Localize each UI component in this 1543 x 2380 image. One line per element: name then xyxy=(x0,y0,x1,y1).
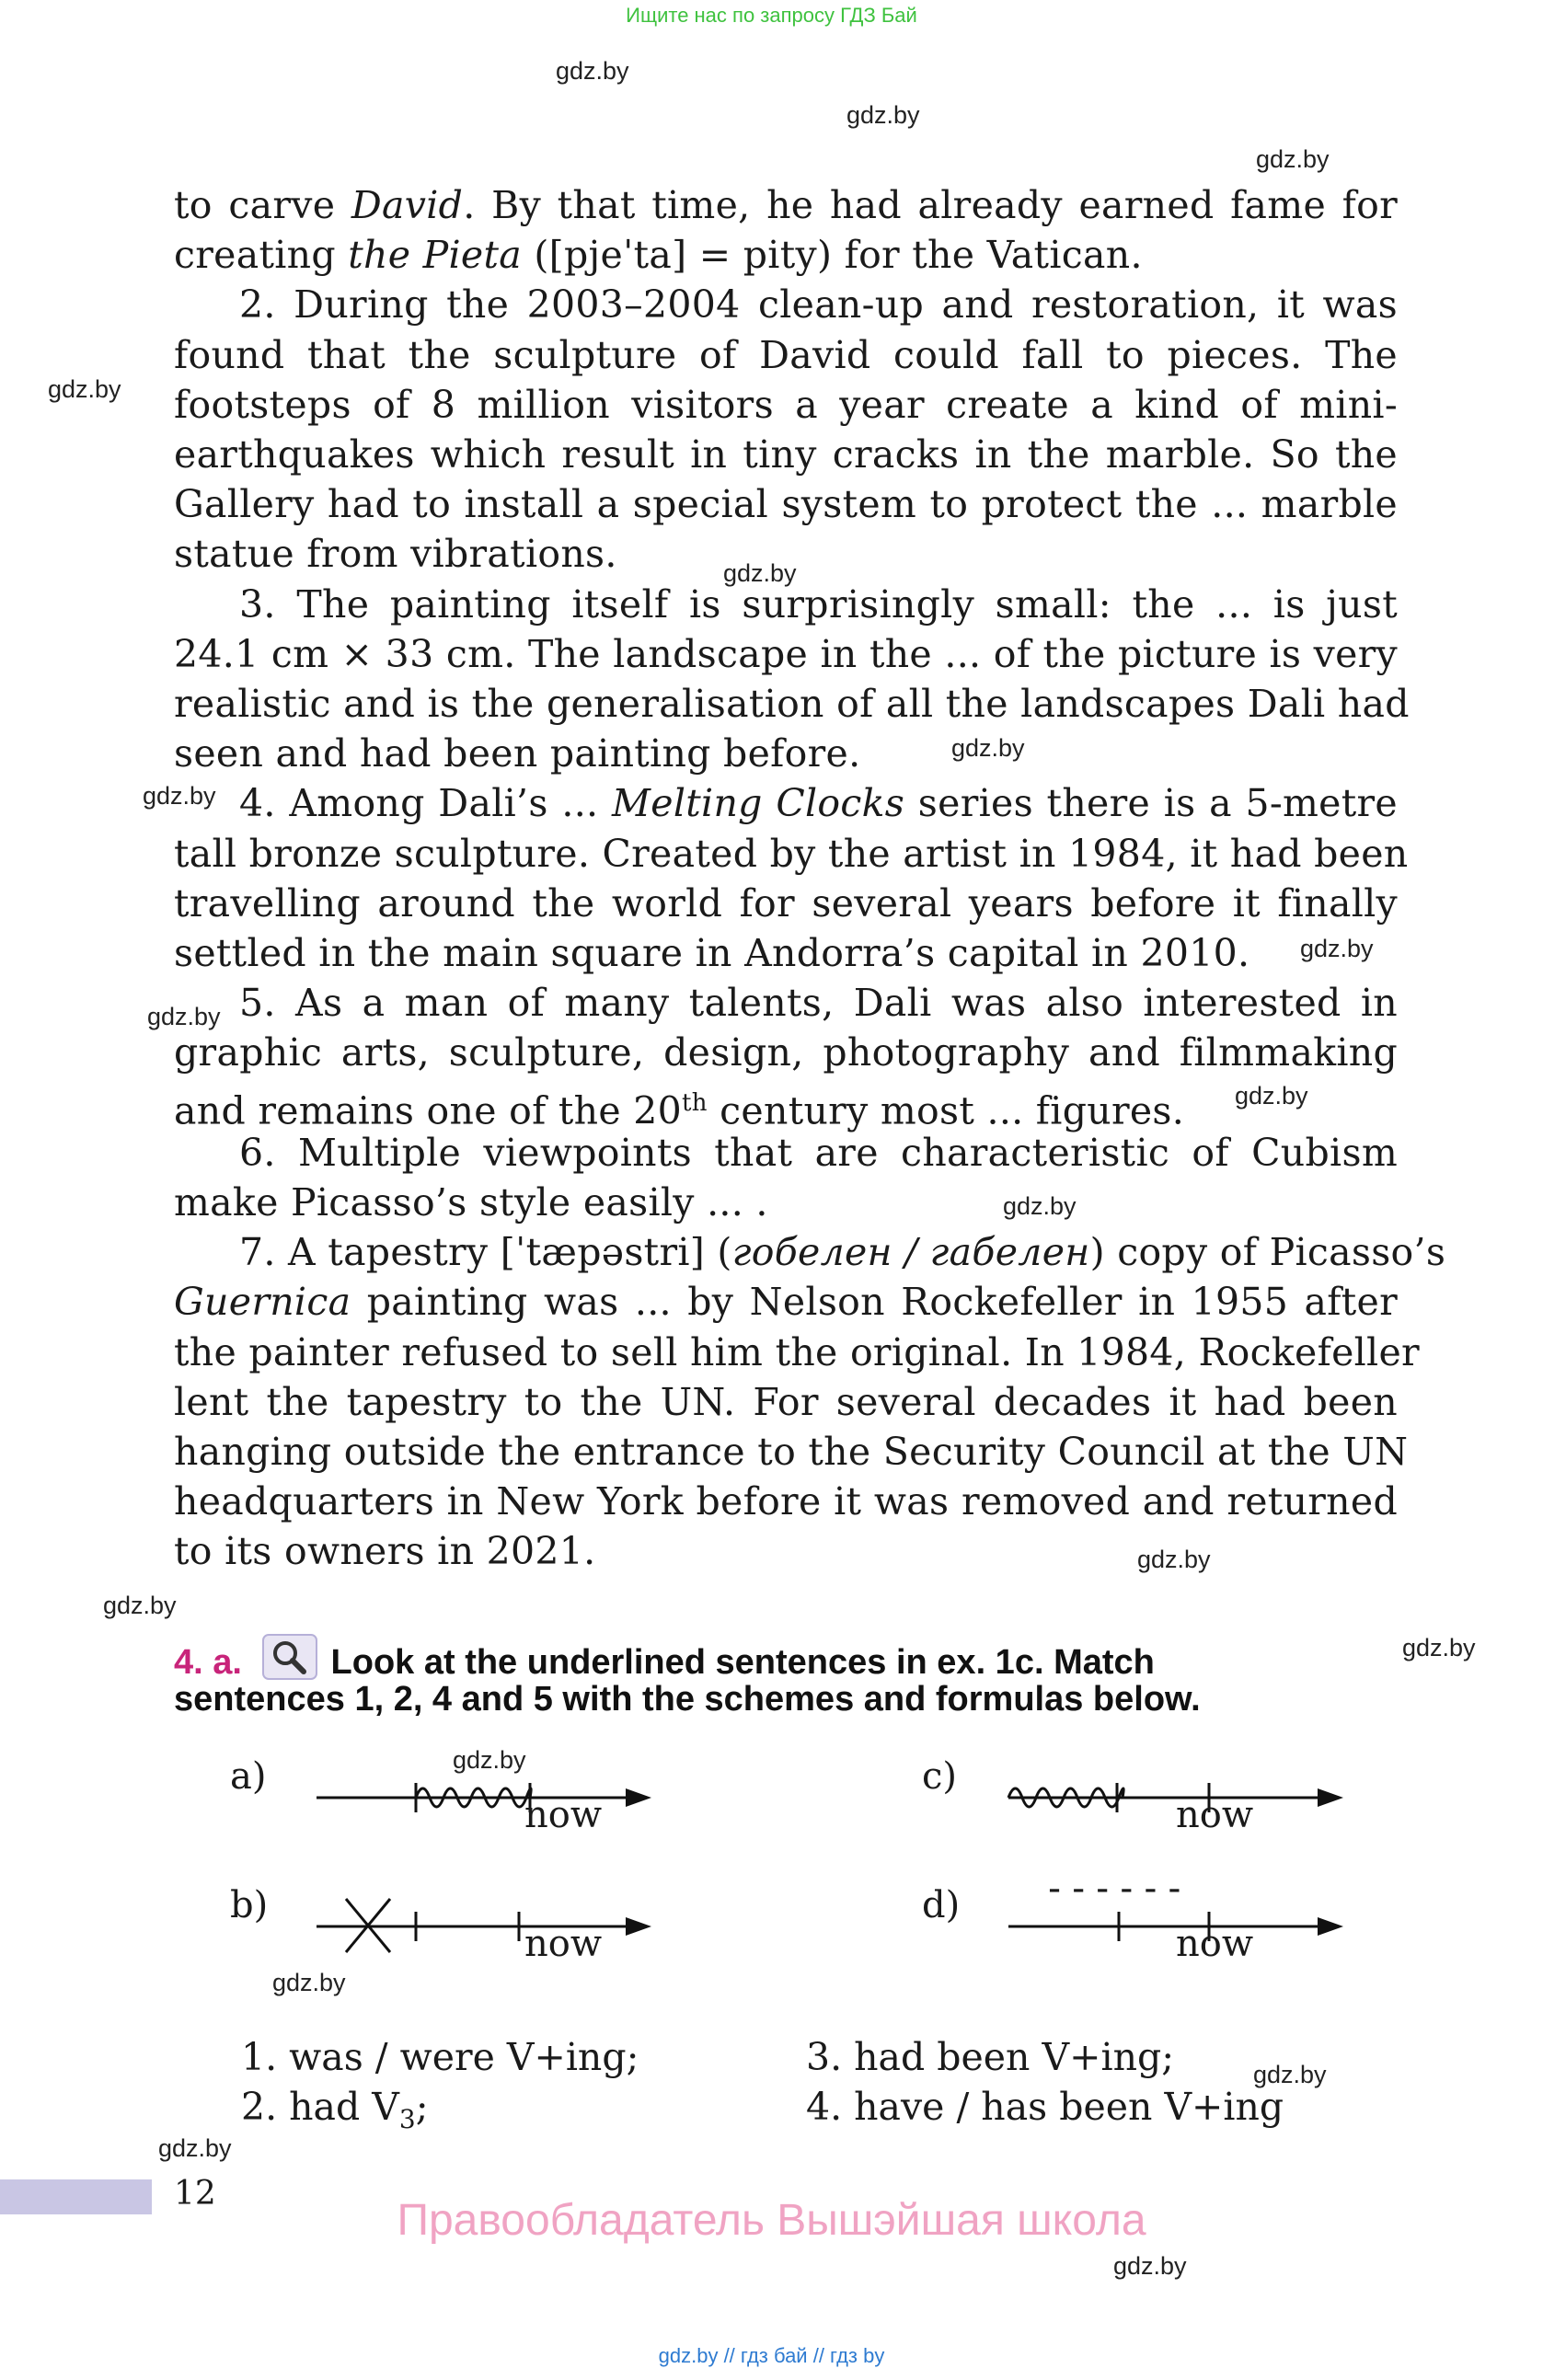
text-line xyxy=(239,1128,1398,1178)
scheme-c-now: now xyxy=(1176,1794,1254,1836)
text-span: Guernica xyxy=(174,1280,351,1325)
text-line xyxy=(239,778,1398,828)
copyright-notice: Правообладатель Вышэйшая школа xyxy=(397,2196,1146,2245)
text-line xyxy=(174,1028,1398,1077)
top-banner[interactable]: Ищите нас по запросу ГДЗ Бай xyxy=(626,4,917,27)
formula-2-subscript: 3 xyxy=(398,2104,416,2135)
text-span: make Picasso’s style easily ... . xyxy=(174,1180,768,1224)
text-span: creating xyxy=(174,233,349,278)
text-line xyxy=(239,580,1398,629)
text-span: гобелен / габелен xyxy=(731,1230,1090,1275)
watermark: gdz.by xyxy=(272,1969,346,1996)
watermark: gdz.by xyxy=(723,559,797,587)
watermark: gdz.by xyxy=(1300,935,1374,962)
text-line xyxy=(174,879,1398,928)
text-line xyxy=(239,978,1398,1028)
text-span: found that the sculpture of David could fall to pieces. The xyxy=(174,332,1398,377)
text-span: hanging outside the entrance to the Security Council at the UN xyxy=(174,1430,1409,1474)
text-span: to its owners in 2021. xyxy=(174,1529,596,1574)
text-span: painting was ... by Nelson Rockefeller in 1955 after xyxy=(351,1280,1398,1325)
watermark: gdz.by xyxy=(1402,1634,1476,1661)
watermark: gdz.by xyxy=(48,375,121,403)
watermark: gdz.by xyxy=(1253,2061,1327,2088)
text-span: the Pieta xyxy=(348,233,523,278)
scheme-a-timeline xyxy=(313,1766,653,1822)
text-span: the painter refused to sell him the original. In 1984, Rockefeller xyxy=(174,1329,1420,1374)
text-span: . By that time, he had already earned fame for xyxy=(463,183,1398,227)
scheme-a-label: a) xyxy=(230,1755,267,1798)
text-span: seen and had been painting before. xyxy=(174,731,861,776)
search-icon xyxy=(261,1633,318,1681)
text-span: and remains one of the 20 xyxy=(174,1088,683,1133)
watermark: gdz.by xyxy=(103,1592,177,1619)
watermark: gdz.by xyxy=(1113,2252,1187,2280)
text-line xyxy=(174,180,1398,230)
scheme-b-label: b) xyxy=(230,1884,269,1926)
watermark: gdz.by xyxy=(158,2134,232,2162)
bottom-links[interactable]: gdz.by // гдз бай // гдз by xyxy=(658,2344,885,2367)
text-span: lent the tapestry to the UN. For several decades it had been xyxy=(174,1379,1398,1424)
text-line xyxy=(174,1526,1398,1576)
task-heading xyxy=(174,1633,1155,1683)
watermark: gdz.by xyxy=(453,1746,526,1774)
text-span: 5. As a man of many talents, Dali was also interested in xyxy=(239,981,1398,1026)
text-span: statue from vibrations. xyxy=(174,532,617,577)
formula-1: 1. was / were V+ing; xyxy=(241,2035,639,2079)
text-line xyxy=(174,529,1398,579)
watermark: gdz.by xyxy=(951,734,1025,762)
text-line xyxy=(174,729,1398,778)
text-line xyxy=(239,1227,1446,1277)
watermark: gdz.by xyxy=(143,782,216,810)
scheme-d-now: now xyxy=(1176,1923,1254,1965)
watermark: gdz.by xyxy=(846,101,920,129)
text-span: David xyxy=(351,183,464,227)
text-line xyxy=(174,430,1398,479)
formula-2-suffix: ; xyxy=(415,2085,429,2129)
text-line xyxy=(174,479,1398,529)
text-span: 24.1 cm × 33 cm. The landscape in the ... of the picture is very xyxy=(174,631,1398,676)
scheme-c-label: c) xyxy=(922,1755,958,1798)
text-span: headquarters in New York before it was removed and returned xyxy=(174,1479,1398,1524)
formula-2-text: 2. had V xyxy=(241,2085,399,2129)
scheme-b-now: now xyxy=(524,1923,603,1965)
text-line xyxy=(174,629,1398,679)
text-line xyxy=(174,1178,1398,1227)
text-line xyxy=(174,380,1398,430)
text-line xyxy=(174,679,1410,729)
text-line xyxy=(174,1377,1398,1427)
text-line xyxy=(174,1427,1409,1477)
text-span: century most ... figures. xyxy=(707,1088,1185,1133)
text-span: to carve xyxy=(174,183,351,227)
text-line xyxy=(174,330,1398,380)
text-span: ) copy of Picasso’s xyxy=(1089,1230,1446,1275)
text-line xyxy=(174,928,1398,978)
text-span: 3. The painting itself is surprisingly small: the ... is just xyxy=(239,581,1398,627)
text-line xyxy=(174,1328,1420,1377)
scheme-c-timeline xyxy=(1005,1766,1345,1822)
text-span: realistic and is the generalisation of all the landscapes Dali had xyxy=(174,682,1410,726)
scheme-d-timeline xyxy=(1005,1895,1345,1950)
text-span: settled in the main square in Andorra’s capital in 2010. xyxy=(174,931,1250,975)
text-span: ([pjeˈta] = pity) for the Vatican. xyxy=(522,233,1143,278)
watermark: gdz.by xyxy=(1256,145,1330,173)
formula-4: 4. have / has been V+ing xyxy=(806,2085,1284,2129)
text-line xyxy=(239,280,1398,329)
text-line xyxy=(174,1477,1398,1526)
text-line xyxy=(174,1277,1398,1327)
text-line xyxy=(174,829,1409,879)
task-line-2: sentences 1, 2, 4 and 5 with the schemes and formulas below. xyxy=(174,1680,1201,1719)
text-span: Gallery had to install a special system to protect the ... marble xyxy=(174,482,1398,527)
task-number: 4. a. xyxy=(174,1643,242,1682)
text-line xyxy=(174,230,1398,280)
text-span: Melting Clocks xyxy=(612,781,905,826)
text-span: 7. A tapestry [ˈtæpəstri] ( xyxy=(239,1230,732,1275)
text-span: th xyxy=(682,1088,708,1117)
formula-3: 3. had been V+ing; xyxy=(806,2035,1175,2079)
watermark: gdz.by xyxy=(1137,1546,1211,1573)
formula-2 xyxy=(241,2085,429,2134)
page-number: 12 xyxy=(174,2175,216,2213)
task-line-1: Look at the underlined sentences in ex. 1c. Match xyxy=(330,1643,1155,1682)
text-span: footsteps of 8 million visitors a year create a kind of mini- xyxy=(174,382,1398,427)
watermark: gdz.by xyxy=(556,57,629,85)
watermark: gdz.by xyxy=(1003,1192,1077,1220)
scheme-b-timeline xyxy=(313,1895,653,1950)
text-span: 2. During the 2003–2004 clean-up and restoration, it was xyxy=(239,282,1398,328)
watermark: gdz.by xyxy=(1235,1082,1308,1110)
scheme-a-now: now xyxy=(524,1794,603,1836)
text-span: tall bronze sculpture. Created by the artist in 1984, it had been xyxy=(174,831,1409,876)
text-span: travelling around the world for several years before it finally xyxy=(174,880,1398,926)
watermark: gdz.by xyxy=(147,1003,221,1030)
text-span: earthquakes which result in tiny cracks in the marble. So the xyxy=(174,432,1398,477)
scheme-d-label: d) xyxy=(922,1884,961,1926)
text-span: 4. Among Dali’s ... xyxy=(239,781,612,826)
text-span: series there is a 5-metre xyxy=(904,781,1398,826)
scheme-d-dashes: ------ xyxy=(1043,1868,1188,1910)
text-span: 6. Multiple viewpoints that are characteristic of Cubism xyxy=(239,1130,1398,1175)
text-span: graphic arts, sculpture, design, photography and filmmaking xyxy=(174,1030,1398,1075)
